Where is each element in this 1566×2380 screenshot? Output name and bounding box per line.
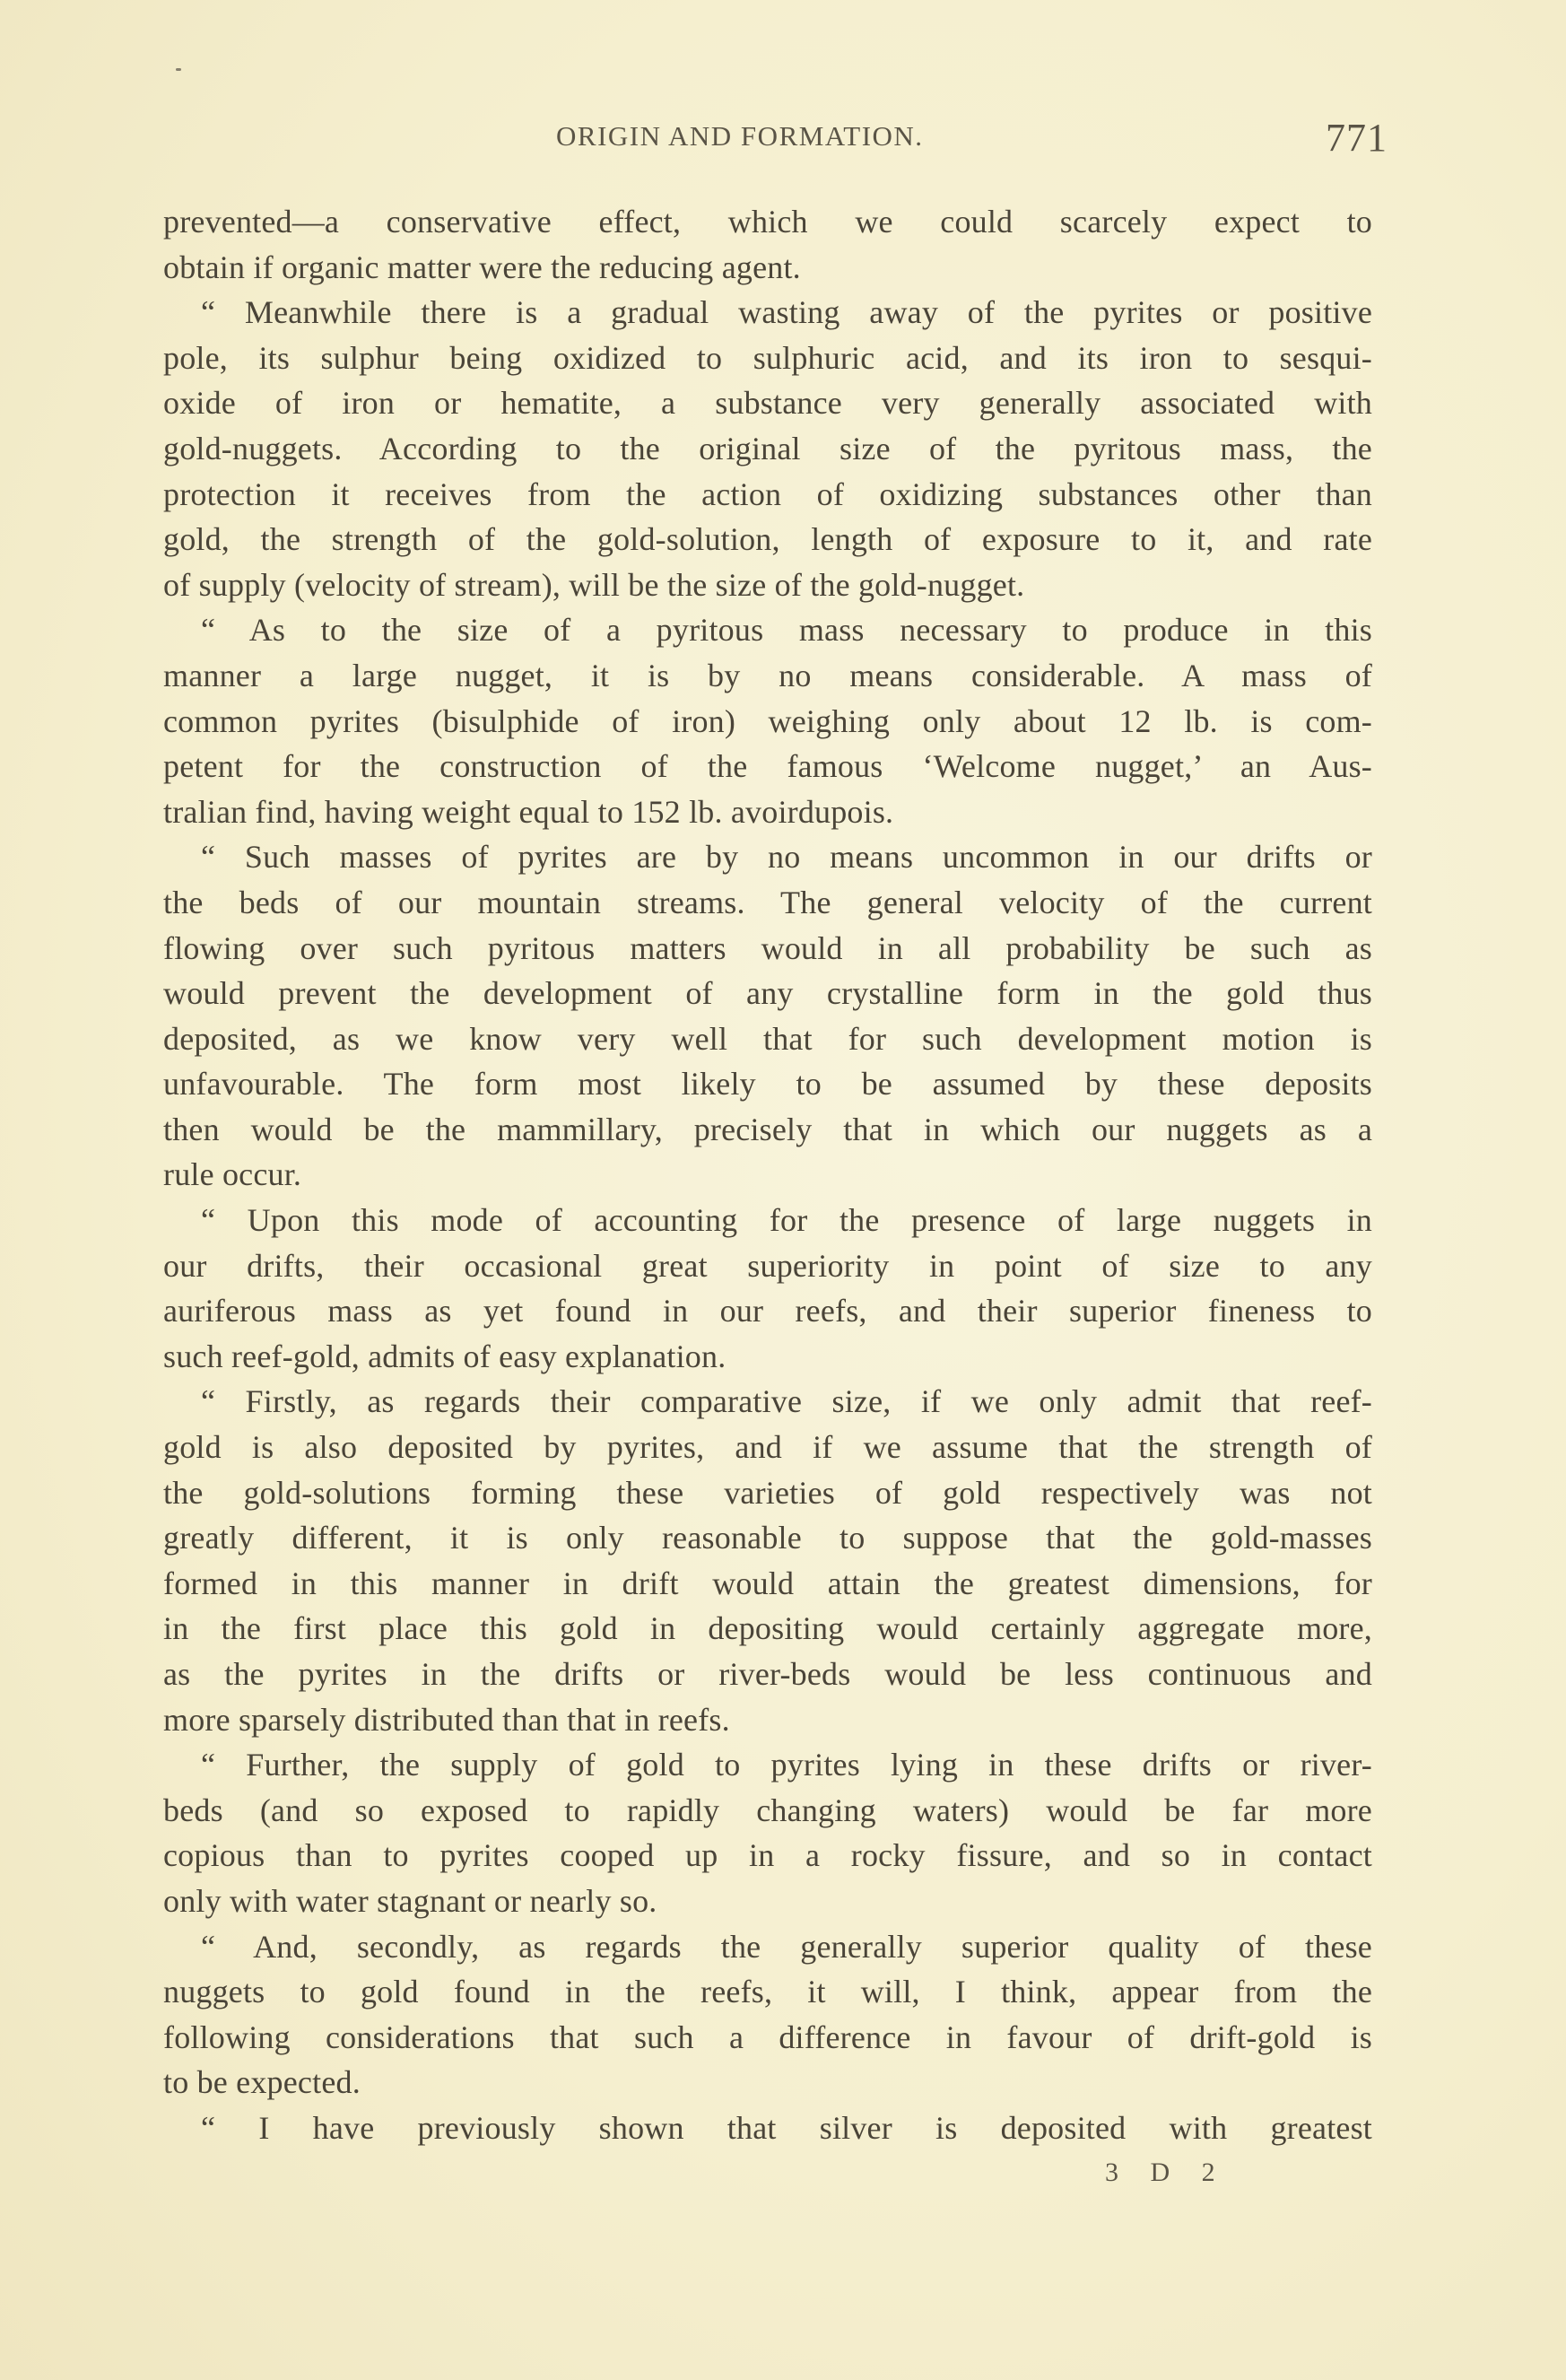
text-line: pole, its sulphur being oxidized to sulphuric acid, and its iron to sesqui- <box>163 339 1372 376</box>
text-line: “ As to the size of a pyritous mass necessary to produce in this <box>201 612 1372 649</box>
text-line: to be expected. <box>163 2064 361 2101</box>
text-line: formed in this manner in drift would attain the greatest dimensions, for <box>163 1565 1372 1601</box>
text-line: tralian find, having weight equal to 152 lb. avoirdupois. <box>163 793 894 830</box>
text-line: our drifts, their occasional great superiority in point of size to any <box>163 1247 1372 1284</box>
text-line: would prevent the development of any crystalline form in the gold thus <box>163 975 1372 1012</box>
text-line: of supply (velocity of stream), will be the size of the gold-nugget. <box>163 566 1025 603</box>
text-line: protection it receives from the action of oxidizing substances other than <box>163 475 1372 512</box>
text-line: auriferous mass as yet found in our reefs, and their superior fineness to <box>163 1293 1372 1329</box>
text-line: unfavourable. The form most likely to be assumed by these deposits <box>163 1066 1372 1103</box>
text-line: common pyrites (bisulphide of iron) weighing only about 12 lb. is com- <box>163 702 1372 739</box>
text-line: gold is also deposited by pyrites, and if we assume that the strength of <box>163 1429 1372 1466</box>
text-line: flowing over such pyritous matters would in all probability be such as <box>163 929 1372 966</box>
text-line: oxide of iron or hematite, a substance very generally associated with <box>163 385 1372 422</box>
text-line: in the first place this gold in depositing would certainly aggregate more, <box>163 1610 1372 1647</box>
text-line: the beds of our mountain streams. The general velocity of the current <box>163 884 1372 920</box>
paper-speck <box>176 68 181 71</box>
text-line: copious than to pyrites cooped up in a rocky fissure, and so in contact <box>163 1837 1372 1874</box>
text-line: “ Firstly, as regards their comparative size, if we only admit that reef- <box>201 1383 1372 1420</box>
signature-mark: 3 D 2 <box>1105 2158 1228 2187</box>
text-line: “ I have previously shown that silver is deposited with greatest <box>201 2109 1372 2146</box>
body-text <box>163 199 1372 2151</box>
text-line: manner a large nugget, it is by no means considerable. A mass of <box>163 657 1372 693</box>
text-line: obtain if organic matter were the reducing agent. <box>163 248 801 285</box>
text-line: the gold-solutions forming these varieties of gold respectively was not <box>163 1474 1372 1511</box>
page-number: 771 <box>1326 116 1388 160</box>
running-head: ORIGIN AND FORMATION. <box>556 120 924 152</box>
text-line: such reef-gold, admits of easy explanation. <box>163 1338 726 1374</box>
text-line: “ Meanwhile there is a gradual wasting away of the pyrites or positive <box>201 294 1372 331</box>
text-line: gold, the strength of the gold-solution, length of exposure to it, and rate <box>163 521 1372 558</box>
text-line: “ And, secondly, as regards the generally superior quality of these <box>201 1928 1372 1965</box>
text-line: gold-nuggets. According to the original size of the pyritous mass, the <box>163 430 1372 466</box>
text-line: petent for the construction of the famous ‘Welcome nugget,’ an Aus- <box>163 748 1372 785</box>
text-line: then would be the mammillary, precisely that in which our nuggets as a <box>163 1111 1372 1147</box>
text-line: beds (and so exposed to rapidly changing waters) would be far more <box>163 1792 1372 1828</box>
text-line: more sparsely distributed than that in reefs. <box>163 1701 730 1738</box>
text-line: “ Further, the supply of gold to pyrites lying in these drifts or river- <box>201 1747 1372 1783</box>
text-line: rule occur. <box>163 1156 302 1193</box>
text-line: “ Such masses of pyrites are by no means uncommon in our drifts or <box>201 839 1372 876</box>
text-line: prevented—a conservative effect, which we could scarcely expect to <box>163 204 1372 240</box>
text-line: as the pyrites in the drifts or river-beds would be less continuous and <box>163 1656 1372 1692</box>
text-line: greatly different, it is only reasonable to suppose that the gold-masses <box>163 1520 1372 1556</box>
text-line: deposited, as we know very well that for such development motion is <box>163 1020 1372 1057</box>
text-line: following considerations that such a difference in favour of drift-gold is <box>163 2018 1372 2055</box>
text-line: only with water stagnant or nearly so. <box>163 1882 657 1919</box>
text-line: “ Upon this mode of accounting for the presence of large nuggets in <box>201 1202 1372 1239</box>
text-line: nuggets to gold found in the reefs, it will, I think, appear from the <box>163 1974 1372 2010</box>
